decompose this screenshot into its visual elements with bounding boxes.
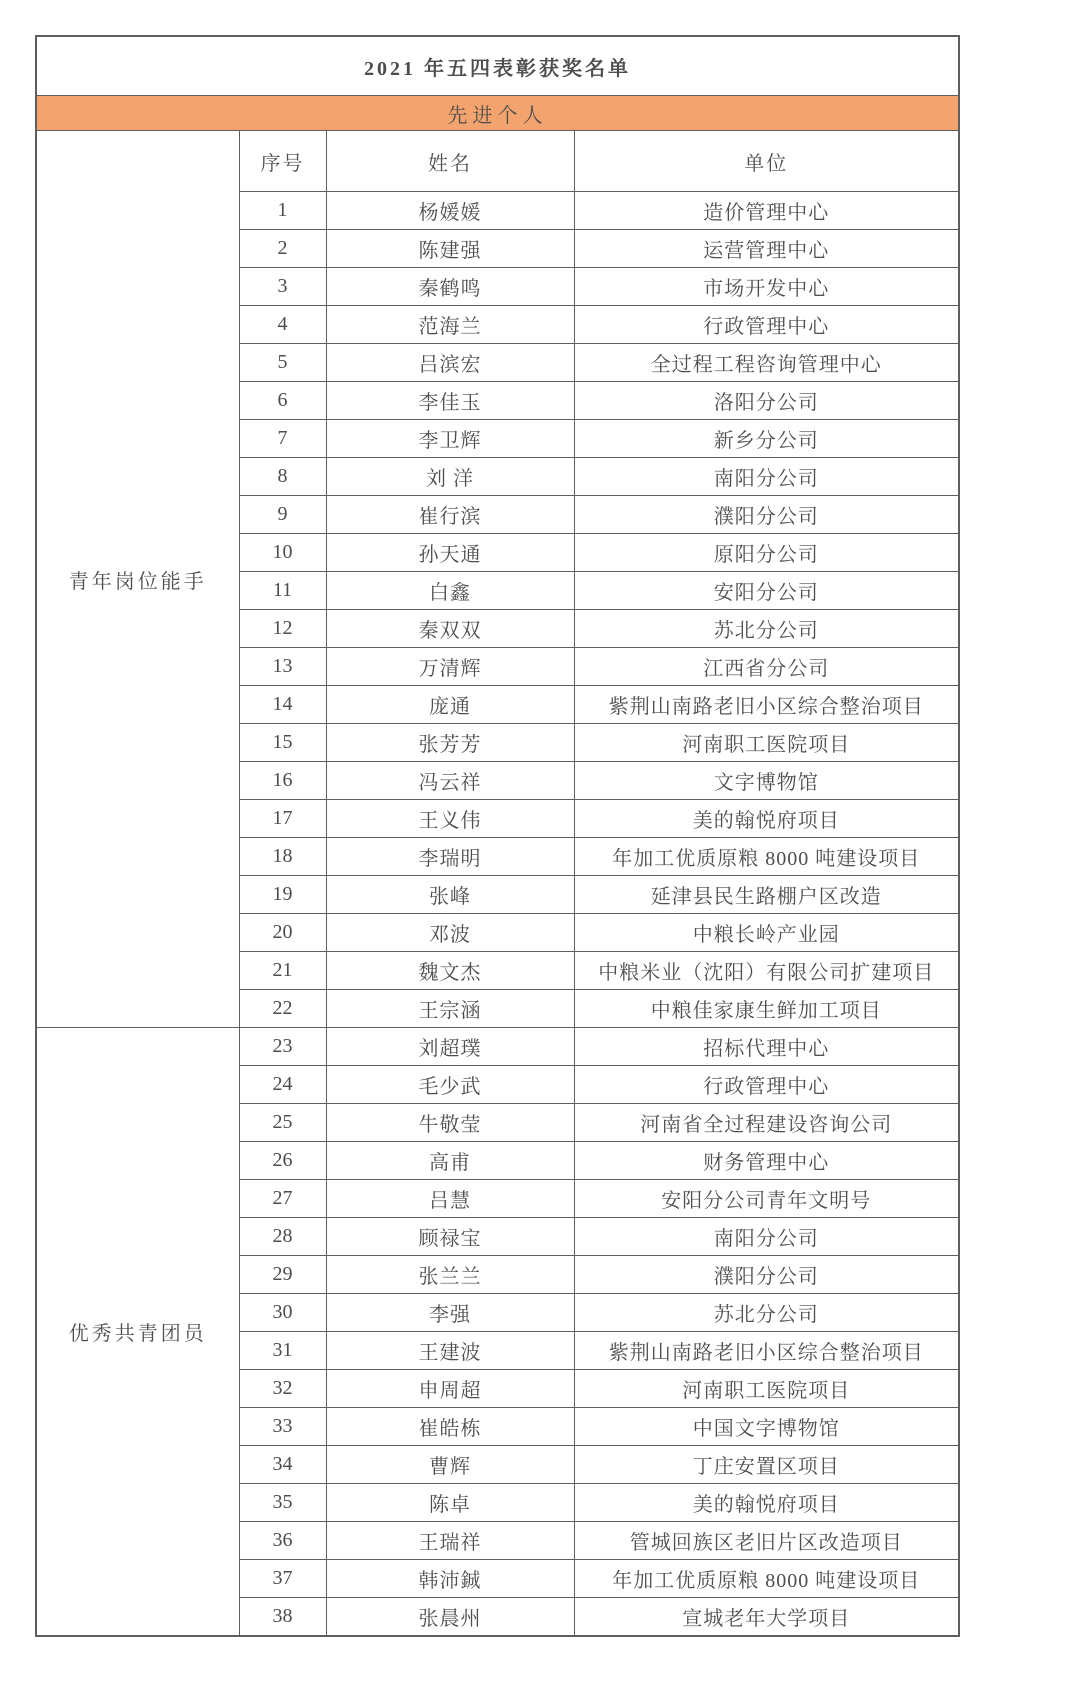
row-name-cell: 李佳玉 [326, 382, 574, 420]
row-index-cell: 3 [239, 268, 326, 306]
row-unit-cell: 财务管理中心 [574, 1142, 959, 1180]
row-name-cell: 王宗涵 [326, 990, 574, 1028]
row-unit-cell: 行政管理中心 [574, 1066, 959, 1104]
row-unit-cell: 管城回族区老旧片区改造项目 [574, 1522, 959, 1560]
row-name-cell: 吕滨宏 [326, 344, 574, 382]
row-index-cell: 14 [239, 686, 326, 724]
row-unit-cell: 年加工优质原粮 8000 吨建设项目 [574, 1560, 959, 1598]
category-cell-outstanding-league-member: 优秀共青团员 [36, 1028, 239, 1636]
row-name-cell: 张晨州 [326, 1598, 574, 1636]
row-unit-cell: 中粮米业（沈阳）有限公司扩建项目 [574, 952, 959, 990]
section-banner-row [36, 96, 959, 131]
row-name-cell: 韩沛鋮 [326, 1560, 574, 1598]
row-name-cell: 范海兰 [326, 306, 574, 344]
row-unit-cell: 洛阳分公司 [574, 382, 959, 420]
row-unit-cell: 中国文字博物馆 [574, 1408, 959, 1446]
row-unit-cell: 安阳分公司青年文明号 [574, 1180, 959, 1218]
row-index-cell: 18 [239, 838, 326, 876]
row-unit-cell: 苏北分公司 [574, 1294, 959, 1332]
row-unit-cell: 延津县民生路棚户区改造 [574, 876, 959, 914]
row-unit-cell: 河南职工医院项目 [574, 724, 959, 762]
row-index-cell: 10 [239, 534, 326, 572]
row-index-cell: 32 [239, 1370, 326, 1408]
row-unit-cell: 文字博物馆 [574, 762, 959, 800]
row-name-cell: 陈卓 [326, 1484, 574, 1522]
row-index-cell: 22 [239, 990, 326, 1028]
row-name-cell: 崔行滨 [326, 496, 574, 534]
row-index-cell: 31 [239, 1332, 326, 1370]
row-name-cell: 万清辉 [326, 648, 574, 686]
row-unit-cell: 河南省全过程建设咨询公司 [574, 1104, 959, 1142]
row-name-cell: 申周超 [326, 1370, 574, 1408]
row-index-cell: 17 [239, 800, 326, 838]
row-name-cell: 张芳芳 [326, 724, 574, 762]
row-unit-cell: 濮阳分公司 [574, 496, 959, 534]
row-name-cell: 李卫辉 [326, 420, 574, 458]
row-index-cell: 13 [239, 648, 326, 686]
row-name-cell: 张兰兰 [326, 1256, 574, 1294]
row-name-cell: 高甫 [326, 1142, 574, 1180]
category-cell-youth-post-expert: 青年岗位能手 [36, 131, 239, 1028]
row-name-cell: 刘 洋 [326, 458, 574, 496]
row-unit-cell: 安阳分公司 [574, 572, 959, 610]
row-index-cell: 6 [239, 382, 326, 420]
row-name-cell: 吕慧 [326, 1180, 574, 1218]
row-index-cell: 7 [239, 420, 326, 458]
row-index-cell: 1 [239, 192, 326, 230]
row-index-cell: 37 [239, 1560, 326, 1598]
row-index-cell: 35 [239, 1484, 326, 1522]
row-unit-cell: 苏北分公司 [574, 610, 959, 648]
row-name-cell: 刘超璞 [326, 1028, 574, 1066]
row-unit-cell: 丁庄安置区项目 [574, 1446, 959, 1484]
row-index-cell: 28 [239, 1218, 326, 1256]
column-header-name: 姓名 [326, 131, 574, 192]
row-name-cell: 毛少武 [326, 1066, 574, 1104]
table-row [36, 1028, 959, 1066]
row-unit-cell: 市场开发中心 [574, 268, 959, 306]
row-index-cell: 2 [239, 230, 326, 268]
row-name-cell: 牛敬莹 [326, 1104, 574, 1142]
row-unit-cell: 濮阳分公司 [574, 1256, 959, 1294]
row-index-cell: 34 [239, 1446, 326, 1484]
row-index-cell: 25 [239, 1104, 326, 1142]
row-unit-cell: 中粮佳家康生鲜加工项目 [574, 990, 959, 1028]
row-index-cell: 29 [239, 1256, 326, 1294]
row-unit-cell: 原阳分公司 [574, 534, 959, 572]
row-name-cell: 顾禄宝 [326, 1218, 574, 1256]
row-index-cell: 27 [239, 1180, 326, 1218]
row-name-cell: 魏文杰 [326, 952, 574, 990]
row-name-cell: 陈建强 [326, 230, 574, 268]
column-header-unit: 单位 [574, 131, 959, 192]
row-name-cell: 李瑞明 [326, 838, 574, 876]
row-index-cell: 33 [239, 1408, 326, 1446]
row-index-cell: 11 [239, 572, 326, 610]
row-name-cell: 张峰 [326, 876, 574, 914]
row-index-cell: 30 [239, 1294, 326, 1332]
section-banner: 先进个人 [36, 96, 959, 131]
row-index-cell: 9 [239, 496, 326, 534]
award-list-document [35, 35, 960, 1637]
row-index-cell: 36 [239, 1522, 326, 1560]
row-unit-cell: 年加工优质原粮 8000 吨建设项目 [574, 838, 959, 876]
row-index-cell: 20 [239, 914, 326, 952]
row-unit-cell: 江西省分公司 [574, 648, 959, 686]
row-index-cell: 12 [239, 610, 326, 648]
row-name-cell: 王义伟 [326, 800, 574, 838]
row-name-cell: 李强 [326, 1294, 574, 1332]
row-index-cell: 15 [239, 724, 326, 762]
row-name-cell: 崔皓栋 [326, 1408, 574, 1446]
header-row [36, 131, 959, 192]
row-unit-cell: 紫荆山南路老旧小区综合整治项目 [574, 686, 959, 724]
row-index-cell: 21 [239, 952, 326, 990]
row-index-cell: 16 [239, 762, 326, 800]
row-index-cell: 26 [239, 1142, 326, 1180]
row-index-cell: 5 [239, 344, 326, 382]
page-title: 2021 年五四表彰获奖名单 [36, 36, 959, 96]
row-unit-cell: 中粮长岭产业园 [574, 914, 959, 952]
row-index-cell: 38 [239, 1598, 326, 1636]
row-unit-cell: 紫荆山南路老旧小区综合整治项目 [574, 1332, 959, 1370]
row-name-cell: 曹辉 [326, 1446, 574, 1484]
row-name-cell: 庞通 [326, 686, 574, 724]
row-unit-cell: 南阳分公司 [574, 1218, 959, 1256]
row-name-cell: 邓波 [326, 914, 574, 952]
column-header-index: 序号 [239, 131, 326, 192]
row-name-cell: 孙天通 [326, 534, 574, 572]
row-unit-cell: 行政管理中心 [574, 306, 959, 344]
row-unit-cell: 美的翰悦府项目 [574, 800, 959, 838]
row-unit-cell: 美的翰悦府项目 [574, 1484, 959, 1522]
row-index-cell: 8 [239, 458, 326, 496]
row-name-cell: 秦双双 [326, 610, 574, 648]
row-unit-cell: 全过程工程咨询管理中心 [574, 344, 959, 382]
awards-table [35, 35, 960, 1637]
row-unit-cell: 运营管理中心 [574, 230, 959, 268]
row-index-cell: 24 [239, 1066, 326, 1104]
row-index-cell: 4 [239, 306, 326, 344]
row-unit-cell: 河南职工医院项目 [574, 1370, 959, 1408]
row-name-cell: 秦鹤鸣 [326, 268, 574, 306]
row-unit-cell: 南阳分公司 [574, 458, 959, 496]
row-name-cell: 王建波 [326, 1332, 574, 1370]
row-index-cell: 23 [239, 1028, 326, 1066]
row-name-cell: 王瑞祥 [326, 1522, 574, 1560]
row-name-cell: 白鑫 [326, 572, 574, 610]
awards-table-body [36, 36, 959, 1636]
row-index-cell: 19 [239, 876, 326, 914]
row-unit-cell: 宣城老年大学项目 [574, 1598, 959, 1636]
title-row [36, 36, 959, 96]
row-unit-cell: 造价管理中心 [574, 192, 959, 230]
row-name-cell: 杨媛媛 [326, 192, 574, 230]
row-unit-cell: 新乡分公司 [574, 420, 959, 458]
row-unit-cell: 招标代理中心 [574, 1028, 959, 1066]
row-name-cell: 冯云祥 [326, 762, 574, 800]
